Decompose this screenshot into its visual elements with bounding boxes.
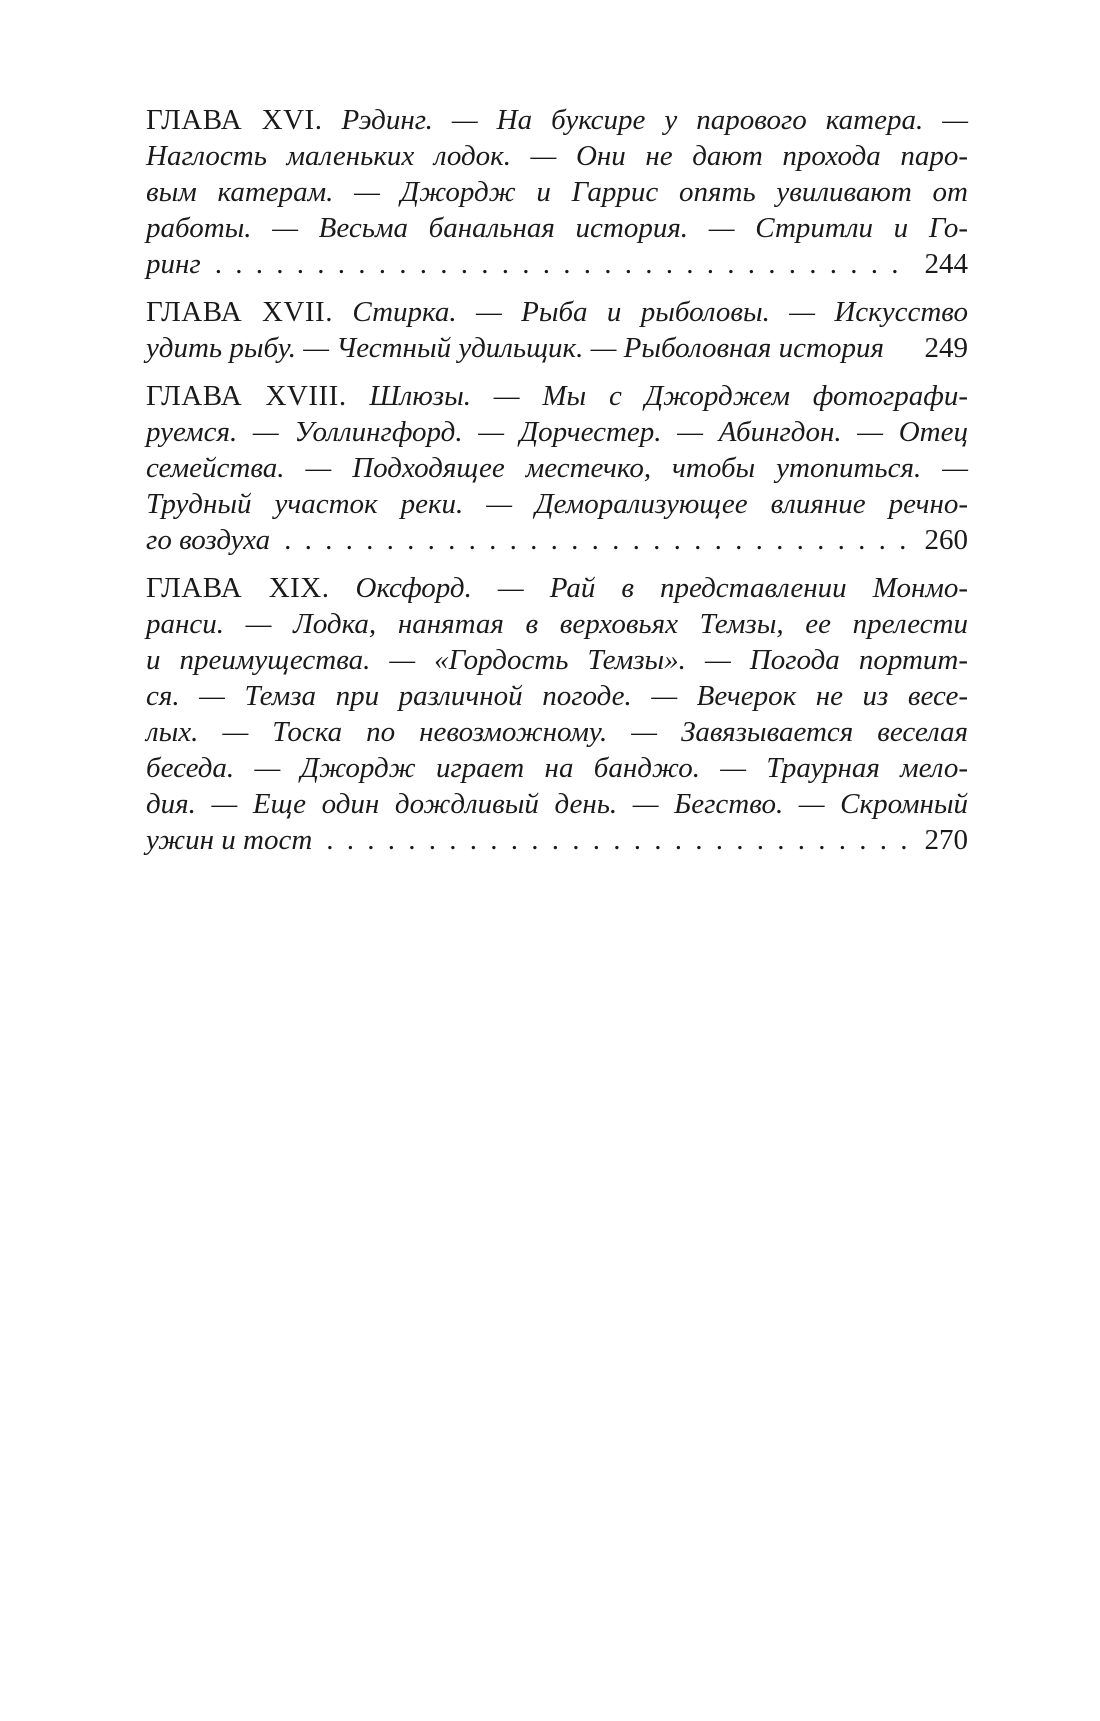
chapter-description-line: Шлюзы. — Мы с Джорджем фотографи-	[369, 380, 968, 412]
toc-line	[146, 450, 968, 486]
table-of-contents	[146, 102, 968, 870]
chapter-description-line: Рэдинг. — На буксире у парового катера. —	[341, 104, 968, 136]
chapter-description-line: Трудный участок реки. — Деморализующее влияние речно-	[146, 488, 968, 520]
chapter-description-line: лых. — Тоска по невозможному. — Завязывается веселая	[146, 716, 968, 748]
chapter-description-line: дия. — Еще один дождливый день. — Бегство. — Скромный	[146, 788, 968, 820]
toc-line	[146, 414, 968, 450]
page-number: 260	[924, 524, 968, 556]
toc-entry-chapter-17	[146, 294, 968, 366]
toc-entry-chapter-16	[146, 102, 968, 282]
toc-line-last	[146, 246, 968, 282]
chapter-number: ГЛАВА XVII.	[146, 296, 333, 328]
toc-line-last	[146, 330, 968, 366]
chapter-number: ГЛАВА XVIII.	[146, 380, 347, 412]
toc-line	[146, 678, 968, 714]
dot-leader	[284, 522, 908, 558]
toc-line	[146, 210, 968, 246]
chapter-description-line: ужин и тост	[146, 824, 313, 856]
chapter-description-line: го воздуха	[146, 524, 271, 556]
chapter-description-line: Наглость маленьких лодок. — Они не дают прохода паро-	[146, 140, 968, 172]
toc-entry-chapter-18	[146, 378, 968, 558]
toc-line	[146, 750, 968, 786]
chapter-description-line: и преимущества. — «Гордость Темзы». — Погода портит-	[146, 644, 968, 676]
toc-line	[146, 102, 968, 138]
toc-line	[146, 294, 968, 330]
chapter-description-line: Стирка. — Рыба и рыболовы. — Искусство	[352, 296, 969, 328]
toc-line-last	[146, 522, 968, 558]
chapter-description-line: ранси. — Лодка, нанятая в верховьях Темзы, ее прелести	[146, 608, 968, 640]
toc-line	[146, 714, 968, 750]
chapter-description-line: удить рыбу. — Честный удильщик. — Рыболовная история	[146, 332, 884, 364]
toc-line	[146, 606, 968, 642]
chapter-description-line: руемся. — Уоллингфорд. — Дорчестер. — Абингдон. — Отец	[146, 416, 968, 448]
toc-line	[146, 138, 968, 174]
toc-line	[146, 486, 968, 522]
chapter-description-line: ся. — Темза при различной погоде. — Вечерок не из весе-	[146, 680, 968, 712]
toc-line	[146, 570, 968, 606]
chapter-description-line: вым катерам. — Джордж и Гаррис опять увиливают от	[146, 176, 968, 208]
chapter-description-line: работы. — Весьма банальная история. — Стритли и Го-	[146, 212, 968, 244]
toc-line	[146, 378, 968, 414]
chapter-description-line: беседа. — Джордж играет на банджо. — Траурная мело-	[146, 752, 968, 784]
dot-leader	[215, 246, 908, 282]
page-number: 270	[924, 824, 968, 856]
page-number: 244	[924, 248, 968, 280]
chapter-description-line: семейства. — Подходящее местечко, чтобы утопиться. —	[146, 452, 968, 484]
dot-leader	[326, 822, 908, 858]
toc-entry-chapter-19	[146, 570, 968, 858]
chapter-number: ГЛАВА XVI.	[146, 104, 323, 136]
page-number: 249	[924, 332, 968, 364]
toc-line	[146, 786, 968, 822]
chapter-description-line: ринг	[146, 248, 201, 280]
chapter-number: ГЛАВА XIX.	[146, 572, 330, 604]
chapter-description-line: Оксфорд. — Рай в представлении Монмо-	[355, 572, 969, 604]
toc-line	[146, 642, 968, 678]
toc-line	[146, 174, 968, 210]
toc-line-last	[146, 822, 968, 858]
